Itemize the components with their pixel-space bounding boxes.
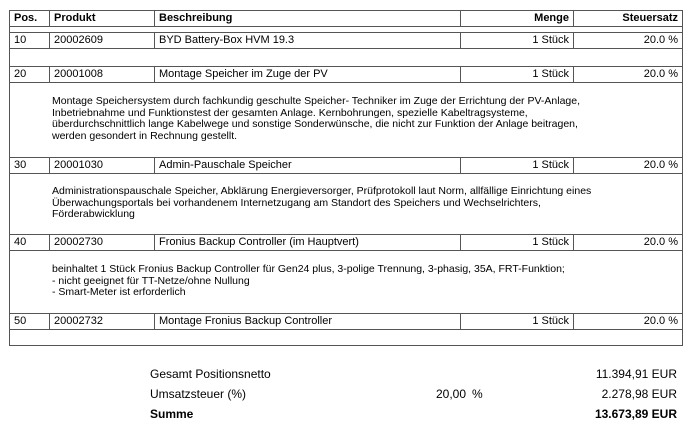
header-description: Beschreibung (155, 11, 461, 26)
table-row (9, 157, 683, 174)
sum-value: 13.673,89 EUR (594, 407, 677, 421)
vat-label: Umsatzsteuer (%) (150, 387, 247, 401)
row-quantity: 1 Stück (461, 235, 574, 250)
row-quantity: 1 Stück (461, 314, 574, 329)
row-description: Montage Fronius Backup Controller (155, 314, 461, 329)
header-product: Produkt (50, 11, 155, 26)
row-description: BYD Battery-Box HVM 19.3 (155, 33, 461, 48)
row-detail-text: Administrationspauschale Speicher, Abklärung Energieversorger, Prüfprotokoll laut Norm, allfällige Einrichtung eines Überwachungsportals bei vorhandenem Internetzugang am Standort des Speichers und Wechselrichters, Förderabwicklung (52, 185, 592, 220)
row-product: 20002732 (50, 314, 155, 329)
row-tax: 20.0 % (643, 159, 678, 171)
table-row (9, 234, 683, 251)
row-product: 20001030 (50, 158, 155, 173)
row-product: 20002609 (50, 33, 155, 48)
row-description: Fronius Backup Controller (im Hauptvert) (155, 235, 461, 250)
row-product: 20002730 (50, 235, 155, 250)
net-label: Gesamt Positionsnetto (150, 367, 271, 381)
totals-sum-row (150, 407, 677, 425)
row-pos: 20 (10, 67, 50, 82)
table-row (9, 32, 683, 49)
table-header (9, 10, 683, 27)
totals-net-row (150, 367, 677, 385)
row-tax: 20.0 % (643, 315, 678, 327)
row-pos: 30 (10, 158, 50, 173)
net-value: 11.394,91 EUR (595, 367, 677, 381)
header-pos: Pos. (10, 11, 50, 26)
row-pos: 50 (10, 314, 50, 329)
row-tax: 20.0 % (643, 34, 678, 46)
totals-vat-row (150, 387, 677, 405)
row-description: Admin-Pauschale Speicher (155, 158, 461, 173)
row-pos: 40 (10, 235, 50, 250)
row-product: 20001008 (50, 67, 155, 82)
vat-rate: 20,00 (435, 387, 466, 401)
row-pos: 10 (10, 33, 50, 48)
table-row (9, 66, 683, 83)
row-detail-text: beinhaltet 1 Stück Fronius Backup Controller für Gen24 plus, 3-polige Trennung, 3-phasig, 35A, FRT-Funktion; - nicht geeignet für TT-Netze/ohne Nullung - Smart-Meter ist erforderlich (52, 263, 565, 298)
row-description: Montage Speicher im Zuge der PV (155, 67, 461, 82)
row-tax: 20.0 % (643, 236, 678, 248)
header-quantity: Menge (461, 11, 574, 26)
row-detail-text: Montage Speichersystem durch fachkundig geschulte Speicher- Techniker im Zuge der Errichtung der PV-Anlage, Inbetriebnahme und Funktionstest der gesamten Anlage. Kernbohrungen, spezielle Kabeltragsysteme, überdurchschnittlich lange Kabelwege und sonstige Sonderwünsche, die nicht zur Funktion der Anlage beitragen, werden gesondert in Rechnung gestellt. (52, 95, 581, 142)
sum-label: Summe (150, 407, 194, 421)
row-quantity: 1 Stück (461, 33, 574, 48)
row-quantity: 1 Stück (461, 158, 574, 173)
row-quantity: 1 Stück (461, 67, 574, 82)
row-tax: 20.0 % (643, 68, 678, 80)
vat-value: 2.278,98 EUR (601, 387, 677, 401)
vat-percent-sign: % (472, 387, 483, 401)
header-tax: Steuersatz (622, 12, 678, 24)
table-row (9, 313, 683, 330)
